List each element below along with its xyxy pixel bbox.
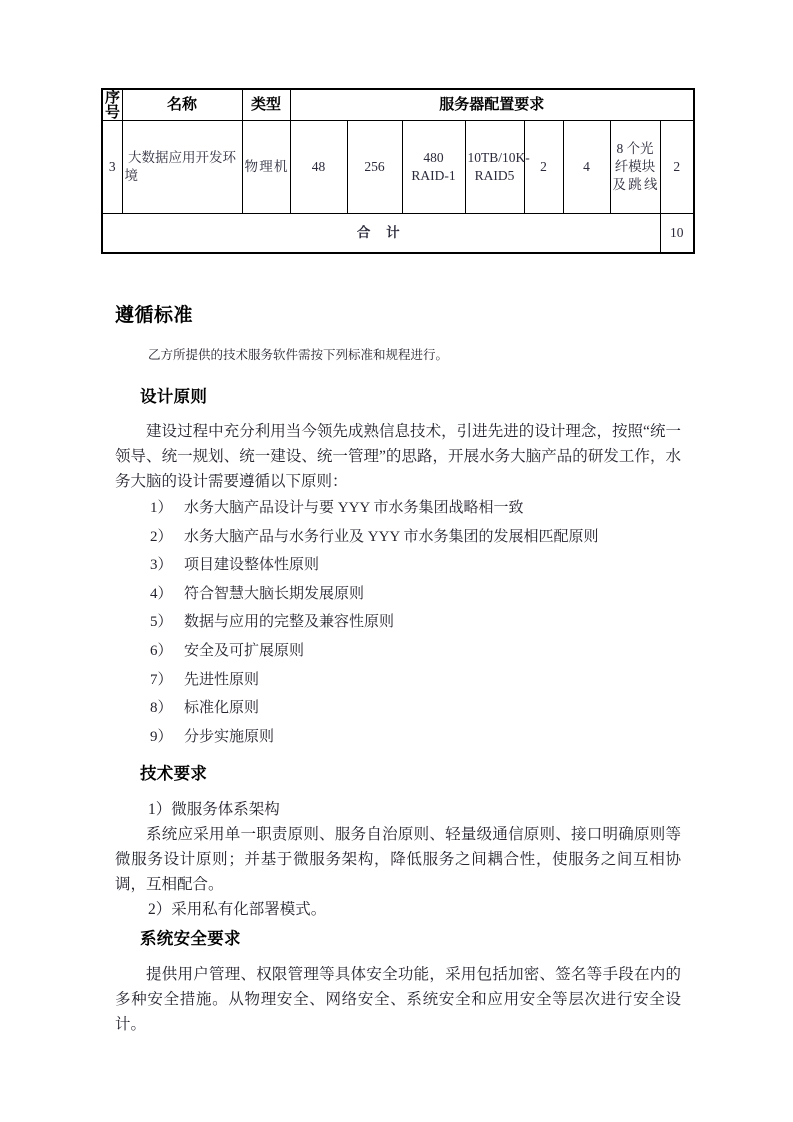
server-config-table — [101, 88, 695, 254]
cell-cpu: 48 — [290, 121, 347, 214]
cell-disk: 480 RAID-1 — [402, 121, 465, 214]
heading-system-security: 系统安全要求 — [140, 930, 241, 948]
list-item — [150, 551, 690, 580]
list-item-number: 2） — [150, 528, 173, 545]
header-sequence — [102, 89, 122, 121]
list-item-number: 1） — [150, 500, 173, 516]
list-item — [150, 523, 690, 552]
cell-sequence: 3 — [102, 121, 122, 214]
list-item-label: 数据与应用的完整及兼容性原则 — [184, 614, 395, 631]
list-item-number: 8） — [150, 700, 173, 717]
design-principles-list — [150, 494, 690, 751]
list-item-number: 4） — [150, 585, 173, 602]
list-item-number: 5） — [150, 614, 173, 631]
cell-nic1: 2 — [524, 121, 563, 214]
header-server-config: 服务器配置要求 — [290, 89, 694, 121]
system-security-paragraph: 提供用户管理、权限管理等具体安全功能，采用包括加密、签名等手段在内的多种安全措施。从物理安全、网络安全、系统安全和应用安全等层次进行安全设计。 — [115, 966, 681, 1033]
list-item-label: 水务大脑产品与水务行业及 YYY 市水务集团的发展相匹配原则 — [184, 528, 599, 545]
cell-name: 大数据应用开发环境 — [122, 121, 242, 214]
list-item-label: 安全及可扩展原则 — [184, 642, 305, 659]
tech-req-item2-title: 2）采用私有化部署模式。 — [148, 901, 327, 918]
list-item-number: 7） — [150, 671, 173, 688]
list-item — [150, 666, 690, 695]
table-row — [102, 121, 694, 214]
cell-storage: 10TB/10K-RAID5 — [465, 121, 524, 214]
server-config-table-wrapper — [101, 88, 693, 254]
list-item — [150, 637, 690, 666]
list-item-label: 符合智慧大脑长期发展原则 — [184, 585, 365, 602]
header-sequence-line1: 序 — [105, 89, 121, 106]
tech-req-item1-body: 系统应采用单一职责原则、服务自治原则、轻量级通信原则、接口明确原则等微服务设计原则；并基于微服务架构，降低服务之间耦合性，使服务之间互相协调，互相配合。 — [115, 826, 681, 893]
list-item-label: 先进性原则 — [184, 671, 260, 688]
design-principles-paragraph: 建设过程中充分利用当今领先成熟信息技术，引进先进的设计理念，按照“统一领导、统一规划、统一建设、统一管理”的思路，开展水务大脑产品的研发工作，水务大脑的设计需要遵循以下原则： — [115, 423, 681, 490]
total-label: 合 计 — [102, 214, 660, 254]
list-item — [150, 694, 690, 723]
list-item — [150, 494, 690, 523]
cell-memory: 256 — [347, 121, 402, 214]
list-item-number: 9） — [150, 728, 173, 745]
list-item-label: 水务大脑产品设计与要 YYY 市水务集团战略相一致 — [184, 500, 524, 516]
standards-intro-paragraph: 乙方所提供的技术服务软件需按下列标准和规程进行。 — [148, 348, 449, 362]
cell-nic2: 4 — [563, 121, 610, 214]
heading-design-principles: 设计原则 — [140, 388, 208, 406]
header-type: 类型 — [242, 89, 290, 121]
list-item — [150, 580, 690, 609]
header-name: 名称 — [122, 89, 242, 121]
table-total-row — [102, 214, 694, 254]
tech-req-item1-title: 1）微服务体系架构 — [148, 801, 280, 818]
list-item — [150, 608, 690, 637]
list-item — [150, 723, 690, 752]
heading-technical-requirements: 技术要求 — [140, 765, 208, 783]
list-item-label: 分步实施原则 — [184, 728, 275, 745]
cell-quantity: 2 — [660, 121, 694, 214]
cell-fiber-module: 8 个光纤模块及跳线 — [610, 121, 660, 214]
total-value: 10 — [660, 214, 694, 254]
header-sequence-line2: 号 — [105, 104, 121, 121]
cell-type: 物理机 — [242, 121, 290, 214]
list-item-label: 标准化原则 — [184, 700, 260, 717]
table-header-row — [102, 89, 694, 121]
list-item-number: 3） — [150, 557, 173, 574]
heading-standards: 遵循标准 — [115, 305, 194, 326]
list-item-number: 6） — [150, 642, 173, 659]
list-item-label: 项目建设整体性原则 — [184, 557, 320, 574]
